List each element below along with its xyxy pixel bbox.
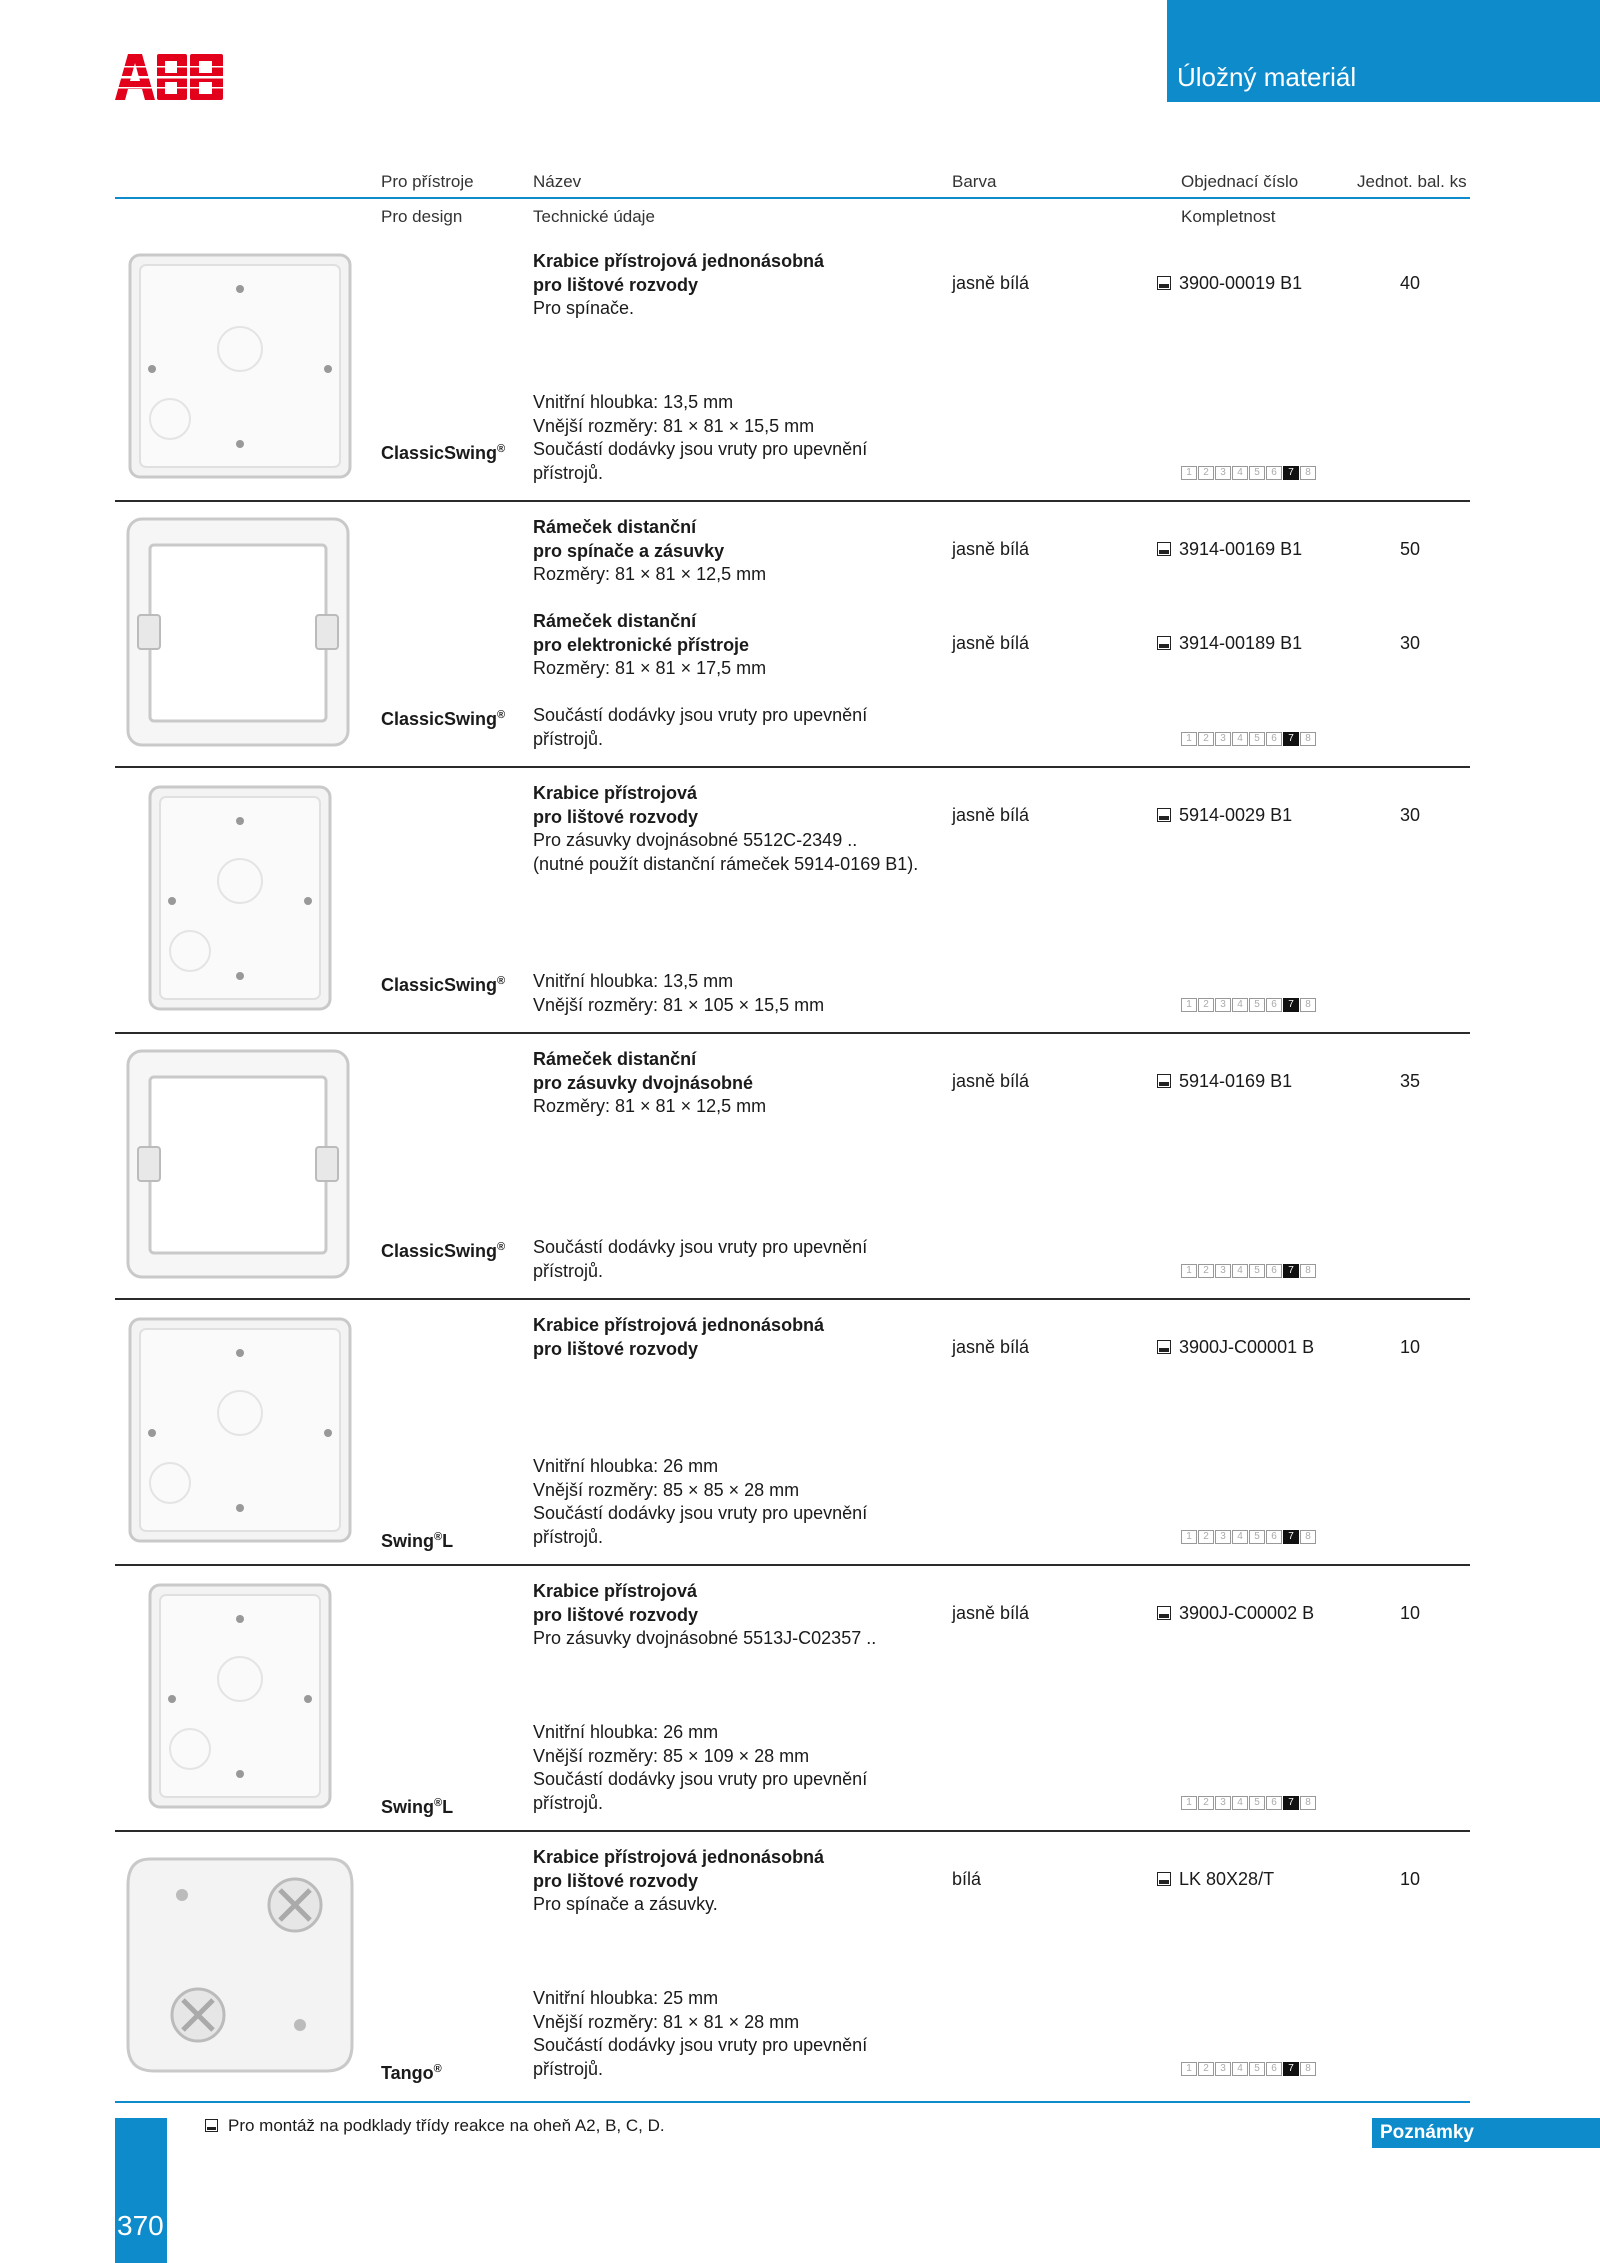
product-design: Swing®L — [381, 1530, 454, 1551]
scale-cell: 6 — [1266, 1530, 1282, 1544]
product-color: jasně bílá — [952, 805, 1030, 825]
product-design: ClassicSwing® — [381, 1241, 506, 1261]
scale-cell: 7 — [1283, 1530, 1299, 1544]
order-box-icon — [1157, 1872, 1171, 1886]
scale-cell: 8 — [1300, 1796, 1316, 1810]
col-objednaci-cislo: Objednací číslo — [1181, 172, 1299, 191]
scale-cell: 5 — [1249, 2062, 1265, 2076]
technical-line: přístrojů. — [533, 728, 604, 749]
technical-line: přístrojů. — [533, 1526, 604, 1547]
order-number-text: LK 80X28/T — [1179, 1869, 1275, 1889]
product-description — [533, 1580, 876, 1651]
product-image — [120, 1845, 360, 2081]
technical-line: Součástí dodávky jsou vruty pro upevnění — [533, 1769, 868, 1789]
product-qty: 30 — [1400, 805, 1421, 825]
order-number — [1157, 1337, 1314, 1358]
col-barva: Barva — [952, 172, 997, 191]
product-design: ClassicSwing® — [381, 443, 506, 463]
technical-line: Součástí dodávky jsou vruty pro upevnění — [533, 1237, 868, 1257]
product-note: Pro zásuvky dvojnásobné 5512C-2349 .. — [533, 830, 858, 850]
completeness-scale — [1181, 1264, 1317, 1278]
product-name: Krabice přístrojová jednonásobná — [533, 1847, 825, 1867]
notes-label: Poznámky — [1372, 2118, 1600, 2148]
scale-cell: 5 — [1249, 998, 1265, 1012]
product-image — [120, 1047, 360, 1283]
scale-cell: 4 — [1232, 998, 1248, 1012]
technical-line: Součástí dodávky jsou vruty pro upevnění — [533, 439, 868, 459]
product-qty: 35 — [1400, 1071, 1421, 1091]
order-box-icon — [1157, 276, 1171, 290]
scale-cell: 2 — [1198, 1530, 1214, 1544]
scale-cell: 4 — [1232, 1530, 1248, 1544]
product-row — [0, 767, 1600, 1033]
product-name: pro lištové rozvody — [533, 1870, 699, 1891]
scale-cell: 6 — [1266, 466, 1282, 480]
order-number — [1157, 1603, 1314, 1624]
scale-cell: 6 — [1266, 1796, 1282, 1810]
scale-cell: 1 — [1181, 1530, 1197, 1544]
scale-cell: 7 — [1283, 2062, 1299, 2076]
abb-logo — [115, 52, 225, 102]
technical-line: Vnější rozměry: 81 × 81 × 28 mm — [533, 2011, 800, 2032]
scale-cell: 3 — [1215, 1796, 1231, 1810]
technical-line: Vnější rozměry: 85 × 109 × 28 mm — [533, 1745, 810, 1766]
order-box-icon — [1157, 1340, 1171, 1354]
product-note: Rozměry: 81 × 81 × 12,5 mm — [533, 1096, 767, 1116]
technical-line: Vnitřní hloubka: 26 mm — [533, 1722, 719, 1742]
scale-cell: 2 — [1198, 732, 1214, 746]
scale-cell: 2 — [1198, 1264, 1214, 1278]
scale-cell: 7 — [1283, 998, 1299, 1012]
scale-cell: 2 — [1198, 2062, 1214, 2076]
col-technicke-udaje: Technické údaje — [533, 207, 655, 226]
product-name: Rámeček distanční — [533, 1049, 697, 1069]
order-number — [1157, 805, 1292, 826]
product-note: Pro spínače a zásuvky. — [533, 1894, 718, 1914]
scale-cell: 3 — [1215, 732, 1231, 746]
scale-cell: 4 — [1232, 1796, 1248, 1810]
col-jednot: Jednot. bal. ks — [1357, 172, 1467, 191]
order-number-text: 3900J-C00001 B — [1179, 1337, 1315, 1357]
product-color: jasně bílá — [952, 1337, 1030, 1357]
product-row — [0, 235, 1600, 501]
technical-line: Součástí dodávky jsou vruty pro upevnění — [533, 1503, 868, 1523]
product-design: Tango® — [381, 2062, 442, 2083]
product-description-2 — [533, 610, 766, 681]
order-number-text: 3900-00019 B1 — [1179, 273, 1303, 293]
order-number — [1157, 273, 1302, 294]
scale-cell: 6 — [1266, 732, 1282, 746]
scale-cell: 7 — [1283, 1264, 1299, 1278]
product-name: Krabice přístrojová jednonásobná — [533, 251, 825, 271]
footnote-text: Pro montáž na podklady třídy reakce na oheň A2, B, C, D. — [228, 2116, 665, 2135]
footnote — [205, 2116, 665, 2136]
scale-cell: 8 — [1300, 998, 1316, 1012]
order-box-icon — [1157, 1606, 1171, 1620]
order-box-icon — [1157, 636, 1171, 650]
product-name: Krabice přístrojová — [533, 1581, 698, 1601]
technical-line: Vnitřní hloubka: 13,5 mm — [533, 392, 734, 412]
completeness-scale — [1181, 1796, 1317, 1810]
technical-line: Vnitřní hloubka: 26 mm — [533, 1456, 719, 1476]
order-box-icon — [1157, 808, 1171, 822]
section-title: Úložný materiál — [1177, 62, 1357, 92]
order-number — [1157, 633, 1302, 654]
order-number-text: 3900J-C00002 B — [1179, 1603, 1315, 1623]
product-qty: 10 — [1400, 1603, 1421, 1623]
scale-cell: 1 — [1181, 732, 1197, 746]
scale-cell: 4 — [1232, 2062, 1248, 2076]
order-number-text: 5914-0029 B1 — [1179, 805, 1293, 825]
product-row — [0, 1033, 1600, 1299]
technical-data — [533, 1987, 867, 2081]
scale-cell: 6 — [1266, 998, 1282, 1012]
product-design: ClassicSwing® — [381, 975, 506, 995]
product-color: jasně bílá — [952, 273, 1030, 293]
scale-cell: 5 — [1249, 466, 1265, 480]
technical-data — [533, 1236, 867, 1283]
product-qty: 30 — [1400, 633, 1421, 653]
order-number-text: 5914-0169 B1 — [1179, 1071, 1293, 1091]
product-name: pro elektronické přístroje — [533, 634, 750, 655]
product-note: (nutné použít distanční rámeček 5914-0169 B1). — [533, 853, 919, 874]
scale-cell: 3 — [1215, 1264, 1231, 1278]
header-divider — [115, 197, 1470, 199]
product-row — [0, 1831, 1600, 2097]
product-image — [120, 1579, 360, 1815]
completeness-scale — [1181, 1530, 1317, 1544]
product-name: pro lištové rozvody — [533, 1604, 699, 1625]
scale-cell: 8 — [1300, 732, 1316, 746]
scale-cell: 3 — [1215, 1530, 1231, 1544]
product-color: jasně bílá — [952, 1071, 1030, 1091]
product-name: pro spínače a zásuvky — [533, 540, 725, 561]
order-box-icon — [1157, 542, 1171, 556]
scale-cell: 3 — [1215, 466, 1231, 480]
product-qty: 10 — [1400, 1869, 1421, 1889]
scale-cell: 7 — [1283, 1796, 1299, 1810]
product-description — [533, 1846, 824, 1917]
col-pro-design: Pro design — [381, 207, 463, 226]
product-row — [0, 501, 1600, 767]
completeness-scale — [1181, 466, 1317, 480]
technical-line: přístrojů. — [533, 462, 604, 483]
scale-cell: 6 — [1266, 2062, 1282, 2076]
product-note: Rozměry: 81 × 81 × 12,5 mm — [533, 564, 767, 584]
section-header-bar — [1167, 0, 1600, 102]
product-row — [0, 1299, 1600, 1565]
product-image — [120, 249, 360, 485]
product-image — [120, 781, 360, 1017]
product-name: pro lištové rozvody — [533, 274, 699, 295]
order-number-text: 3914-00189 B1 — [1179, 633, 1303, 653]
scale-cell: 1 — [1181, 1796, 1197, 1810]
product-color: jasně bílá — [952, 539, 1030, 559]
product-note: Pro zásuvky dvojnásobné 5513J-C02357 .. — [533, 1628, 877, 1648]
completeness-scale — [1181, 998, 1317, 1012]
scale-cell: 1 — [1181, 1264, 1197, 1278]
technical-line: Vnější rozměry: 85 × 85 × 28 mm — [533, 1479, 800, 1500]
product-note: Rozměry: 81 × 81 × 17,5 mm — [533, 658, 767, 678]
scale-cell: 1 — [1181, 466, 1197, 480]
product-name: Krabice přístrojová jednonásobná — [533, 1315, 825, 1335]
technical-line: přístrojů. — [533, 1792, 604, 1813]
order-number — [1157, 1869, 1274, 1890]
scale-cell: 7 — [1283, 732, 1299, 746]
technical-line: přístrojů. — [533, 1260, 604, 1281]
technical-data — [533, 970, 824, 1017]
product-note: Pro spínače. — [533, 298, 635, 318]
product-qty: 10 — [1400, 1337, 1421, 1357]
technical-data — [533, 1455, 867, 1549]
product-design: Swing®L — [381, 1796, 454, 1817]
order-number-text: 3914-00169 B1 — [1179, 539, 1303, 559]
product-description — [533, 782, 918, 876]
col-pro-pristroje: Pro přístroje — [381, 172, 474, 191]
product-image — [120, 515, 360, 751]
scale-cell: 2 — [1198, 998, 1214, 1012]
scale-cell: 4 — [1232, 732, 1248, 746]
product-row — [0, 1565, 1600, 1831]
scale-cell: 8 — [1300, 1530, 1316, 1544]
product-description — [533, 516, 766, 587]
order-number — [1157, 539, 1302, 560]
scale-cell: 6 — [1266, 1264, 1282, 1278]
technical-data — [533, 391, 867, 485]
scale-cell: 1 — [1181, 998, 1197, 1012]
product-color: jasně bílá — [952, 1603, 1030, 1623]
scale-cell: 8 — [1300, 2062, 1316, 2076]
scale-cell: 5 — [1249, 1530, 1265, 1544]
technical-line: Vnitřní hloubka: 13,5 mm — [533, 971, 734, 991]
scale-cell: 2 — [1198, 466, 1214, 480]
product-qty: 40 — [1400, 273, 1421, 293]
product-description — [533, 1048, 766, 1119]
product-color: jasně bílá — [952, 633, 1030, 653]
technical-line: Součástí dodávky jsou vruty pro upevnění — [533, 705, 868, 725]
technical-data — [533, 1721, 867, 1815]
product-description — [533, 250, 824, 321]
technical-line: Součástí dodávky jsou vruty pro upevnění — [533, 2035, 868, 2055]
product-name: pro lištové rozvody — [533, 806, 699, 827]
product-name: pro lištové rozvody — [533, 1338, 699, 1359]
page-number: 370 — [117, 2210, 164, 2241]
technical-data — [533, 704, 867, 751]
scale-cell: 7 — [1283, 466, 1299, 480]
product-description — [533, 1314, 824, 1361]
scale-cell: 3 — [1215, 2062, 1231, 2076]
technical-line: Vnější rozměry: 81 × 81 × 15,5 mm — [533, 415, 815, 436]
scale-cell: 8 — [1300, 1264, 1316, 1278]
technical-line: přístrojů. — [533, 2058, 604, 2079]
scale-cell: 5 — [1249, 732, 1265, 746]
col-kompletnost: Kompletnost — [1181, 207, 1276, 226]
completeness-scale — [1181, 732, 1317, 746]
col-nazev: Název — [533, 172, 582, 191]
scale-cell: 4 — [1232, 466, 1248, 480]
scale-cell: 5 — [1249, 1264, 1265, 1278]
product-design: ClassicSwing® — [381, 709, 506, 729]
technical-line: Vnitřní hloubka: 25 mm — [533, 1988, 719, 2008]
scale-cell: 5 — [1249, 1796, 1265, 1810]
scale-cell: 2 — [1198, 1796, 1214, 1810]
product-name: pro zásuvky dvojnásobné — [533, 1072, 754, 1093]
product-name: Rámeček distanční — [533, 611, 697, 631]
order-box-icon — [205, 2119, 218, 2132]
scale-cell: 8 — [1300, 466, 1316, 480]
order-number — [1157, 1071, 1292, 1092]
scale-cell: 3 — [1215, 998, 1231, 1012]
technical-line: Vnější rozměry: 81 × 105 × 15,5 mm — [533, 994, 825, 1015]
product-color: bílá — [952, 1869, 982, 1889]
product-name: Krabice přístrojová — [533, 783, 698, 803]
product-image — [120, 1313, 360, 1549]
footer-divider — [115, 2101, 1470, 2103]
product-qty: 50 — [1400, 539, 1421, 559]
order-box-icon — [1157, 1074, 1171, 1088]
product-name: Rámeček distanční — [533, 517, 697, 537]
completeness-scale — [1181, 2062, 1317, 2076]
scale-cell: 1 — [1181, 2062, 1197, 2076]
scale-cell: 4 — [1232, 1264, 1248, 1278]
